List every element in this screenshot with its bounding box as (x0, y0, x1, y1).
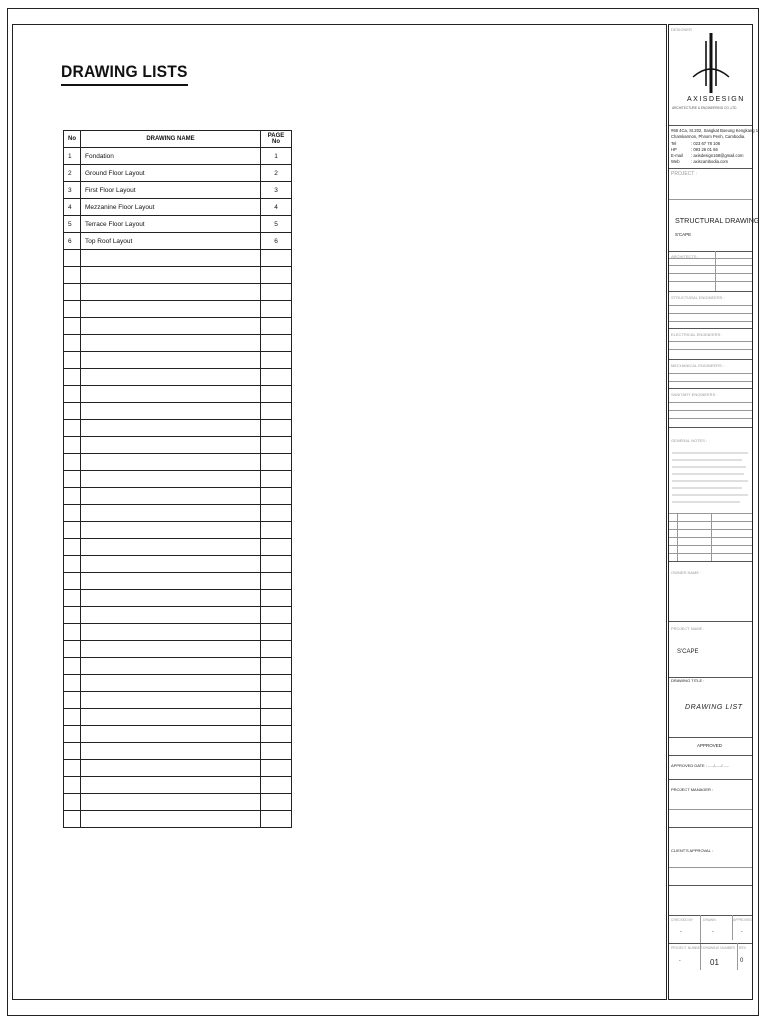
row-page-number (261, 777, 292, 794)
project-number-value: - (679, 958, 681, 964)
row-page-number (261, 675, 292, 692)
drawing-title-label: DRAWING TITLE : (671, 678, 705, 683)
page-title: DRAWING LISTS (61, 62, 188, 86)
designer-label: DESIGNER (671, 27, 692, 32)
table-row-empty (64, 760, 292, 777)
approved-by-value: - (741, 929, 743, 935)
row-number (64, 352, 81, 369)
table-row-empty (64, 794, 292, 811)
row-drawing-name (81, 437, 261, 454)
table-row-empty (64, 658, 292, 675)
row-drawing-name (81, 794, 261, 811)
table-row-empty (64, 437, 292, 454)
row-drawing-name (81, 301, 261, 318)
row-drawing-name (81, 454, 261, 471)
row-drawing-name (81, 369, 261, 386)
row-drawing-name (81, 335, 261, 352)
row-drawing-name (81, 726, 261, 743)
row-page-number (261, 471, 292, 488)
table-row-empty (64, 267, 292, 284)
table-header-row (64, 131, 292, 148)
drawing-list-table (63, 130, 292, 828)
tel-value: : 023 67 78 106 (691, 141, 721, 146)
row-number (64, 709, 81, 726)
table-row-empty (64, 403, 292, 420)
row-drawing-name (81, 641, 261, 658)
rev-label: REV (739, 946, 746, 950)
row-page-number (261, 284, 292, 301)
row-page-number (261, 403, 292, 420)
approved-heading: APPROVED (697, 743, 723, 748)
table-row-empty (64, 743, 292, 760)
row-number: 3 (64, 182, 81, 199)
row-page-number (261, 369, 292, 386)
drawn-label: DRAWN (703, 918, 716, 922)
row-page-number (261, 301, 292, 318)
row-number (64, 284, 81, 301)
row-page-number (261, 573, 292, 590)
project-name-label: PROJECT NAME : (671, 626, 705, 631)
project-manager-label: PROJECT MANAGER : (671, 787, 714, 792)
row-page-number (261, 556, 292, 573)
row-page-number (261, 607, 292, 624)
row-number (64, 641, 81, 658)
row-page-number (261, 760, 292, 777)
general-notes-text (672, 450, 750, 510)
table-row (64, 233, 292, 250)
row-drawing-name (81, 284, 261, 301)
row-drawing-name (81, 318, 261, 335)
row-number: 1 (64, 148, 81, 165)
row-drawing-name (81, 777, 261, 794)
row-number (64, 777, 81, 794)
table-row-empty (64, 250, 292, 267)
row-page-number: 1 (261, 148, 292, 165)
table-row (64, 182, 292, 199)
row-number (64, 335, 81, 352)
company-name: AXISDESIGN (687, 96, 745, 103)
table-row-empty (64, 335, 292, 352)
sanitary-engineers-label: SANITARY ENGINEERS : (671, 392, 718, 397)
row-page-number (261, 794, 292, 811)
company-tagline: ARCHITECTURE & ENGINEERING CO.,LTD (672, 106, 737, 110)
address-line-1: #68 4Ca, St.202, Sangkat Boeung Kengkang 1 (671, 128, 759, 133)
row-number: 4 (64, 199, 81, 216)
row-drawing-name (81, 658, 261, 675)
row-drawing-name (81, 556, 261, 573)
row-drawing-name (81, 709, 261, 726)
row-page-number (261, 250, 292, 267)
row-drawing-name (81, 522, 261, 539)
row-drawing-name (81, 386, 261, 403)
table-row (64, 216, 292, 233)
row-page-number (261, 590, 292, 607)
project-title: STRUCTURAL DRAWING (675, 216, 760, 225)
hp-label: HP (671, 147, 677, 152)
table-row-empty (64, 454, 292, 471)
row-page-number (261, 641, 292, 658)
row-number (64, 692, 81, 709)
row-drawing-name (81, 250, 261, 267)
row-page-number (261, 488, 292, 505)
email-value: : axisdesign168@gmail.com (691, 153, 744, 158)
table-row-empty (64, 386, 292, 403)
approved-date: APPROVED DATE : ...../....../...... (671, 763, 730, 768)
row-number (64, 488, 81, 505)
header-page-no: PAGE No (261, 131, 292, 148)
row-number (64, 743, 81, 760)
drawing-title: DRAWING LIST (685, 704, 743, 711)
row-drawing-name: First Floor Layout (81, 182, 261, 199)
row-page-number (261, 743, 292, 760)
row-drawing-name: Fondation (81, 148, 261, 165)
title-block (668, 24, 760, 1000)
row-number (64, 590, 81, 607)
mechanical-engineers-label: MECHANICAL ENGINEERS : (671, 363, 724, 368)
table-row-empty (64, 488, 292, 505)
row-drawing-name: Ground Floor Layout (81, 165, 261, 182)
table-row-empty (64, 675, 292, 692)
table-row-empty (64, 573, 292, 590)
row-drawing-name: Terrace Floor Layout (81, 216, 261, 233)
row-page-number (261, 658, 292, 675)
row-page-number (261, 437, 292, 454)
row-page-number (261, 811, 292, 828)
table-row-empty (64, 709, 292, 726)
rev-value: 0 (740, 958, 744, 964)
row-number (64, 250, 81, 267)
row-number (64, 760, 81, 777)
row-drawing-name (81, 743, 261, 760)
table-row-empty (64, 369, 292, 386)
row-number (64, 454, 81, 471)
header-no: No (64, 131, 81, 148)
clients-approval-label: CLIENT'S APPROVAL : (671, 848, 713, 853)
row-number: 6 (64, 233, 81, 250)
table-row-empty (64, 318, 292, 335)
row-drawing-name (81, 573, 261, 590)
row-drawing-name (81, 590, 261, 607)
row-number (64, 471, 81, 488)
row-number (64, 811, 81, 828)
row-drawing-name (81, 607, 261, 624)
row-page-number (261, 267, 292, 284)
row-drawing-name (81, 403, 261, 420)
row-drawing-name (81, 267, 261, 284)
row-number (64, 522, 81, 539)
drawn-value: - (712, 929, 714, 935)
row-number (64, 267, 81, 284)
web-value: : axiscambodia.com (691, 159, 729, 164)
address-line-2: Chamkarmon, Phnom Penh, Cambodia. (671, 134, 746, 139)
row-page-number: 4 (261, 199, 292, 216)
row-page-number (261, 624, 292, 641)
table-row-empty (64, 471, 292, 488)
row-number: 2 (64, 165, 81, 182)
table-row-empty (64, 539, 292, 556)
table-row-empty (64, 284, 292, 301)
row-drawing-name (81, 352, 261, 369)
tel-label: Tel (671, 141, 677, 146)
table-row-empty (64, 777, 292, 794)
row-number (64, 301, 81, 318)
row-number (64, 437, 81, 454)
row-drawing-name: Mezzanine Floor Layout (81, 199, 261, 216)
row-page-number (261, 539, 292, 556)
table-row-empty (64, 692, 292, 709)
electrical-engineers-label: ELECTRICAL ENGINEERS : (671, 332, 723, 337)
row-number (64, 624, 81, 641)
table-row-empty (64, 522, 292, 539)
row-page-number (261, 318, 292, 335)
row-drawing-name (81, 505, 261, 522)
row-number (64, 675, 81, 692)
row-number (64, 726, 81, 743)
table-row-empty (64, 352, 292, 369)
row-drawing-name (81, 811, 261, 828)
row-number (64, 573, 81, 590)
table-row-empty (64, 590, 292, 607)
row-page-number: 5 (261, 216, 292, 233)
email-label: E-mail (671, 153, 683, 158)
row-number (64, 420, 81, 437)
row-drawing-name: Top Roof Layout (81, 233, 261, 250)
header-drawing-name: DRAWING NAME (81, 131, 261, 148)
project-name: S'CAPE (677, 649, 699, 655)
row-drawing-name (81, 420, 261, 437)
row-page-number (261, 454, 292, 471)
structural-engineers-label: STRUCTURAL ENGINEERS : (671, 295, 725, 300)
row-drawing-name (81, 488, 261, 505)
checked-by-value: - (680, 929, 682, 935)
drawing-list-body (64, 148, 292, 828)
row-page-number (261, 335, 292, 352)
project-label: PROJECT : (671, 171, 698, 177)
row-page-number (261, 352, 292, 369)
row-drawing-name (81, 624, 261, 641)
row-page-number (261, 709, 292, 726)
table-row-empty (64, 624, 292, 641)
row-number (64, 386, 81, 403)
row-page-number (261, 420, 292, 437)
row-drawing-name (81, 692, 261, 709)
row-number (64, 539, 81, 556)
row-number: 5 (64, 216, 81, 233)
row-page-number (261, 505, 292, 522)
drawing-number-value: 01 (710, 958, 719, 967)
row-page-number (261, 386, 292, 403)
table-row-empty (64, 505, 292, 522)
row-page-number: 6 (261, 233, 292, 250)
row-number (64, 505, 81, 522)
row-page-number (261, 726, 292, 743)
row-number (64, 403, 81, 420)
row-page-number: 3 (261, 182, 292, 199)
web-label: Web (671, 159, 680, 164)
table-row (64, 148, 292, 165)
checked-by-label: CHECKED BY (671, 918, 694, 922)
row-drawing-name (81, 471, 261, 488)
row-number (64, 318, 81, 335)
table-row-empty (64, 420, 292, 437)
table-row (64, 199, 292, 216)
row-number (64, 607, 81, 624)
row-page-number (261, 522, 292, 539)
row-drawing-name (81, 675, 261, 692)
row-page-number (261, 692, 292, 709)
table-row-empty (64, 641, 292, 658)
row-number (64, 794, 81, 811)
row-drawing-name (81, 539, 261, 556)
table-row-empty (64, 556, 292, 573)
drawing-number-label: DRAWING NUMBER (703, 946, 735, 950)
table-row (64, 165, 292, 182)
project-subtitle: S'CAPE (675, 232, 692, 237)
hp-value: : 093 26 01 66 (691, 147, 718, 152)
row-number (64, 369, 81, 386)
row-number (64, 658, 81, 675)
table-row-empty (64, 301, 292, 318)
row-drawing-name (81, 760, 261, 777)
project-number-label: PROJECT NUMBER (671, 946, 703, 950)
row-number (64, 556, 81, 573)
general-notes-label: GENERAL NOTES : (671, 438, 708, 443)
table-row-empty (64, 811, 292, 828)
approved-by-label: APPROVED (733, 918, 752, 922)
owner-name-label: OWNER NAME : (671, 570, 702, 575)
table-row-empty (64, 607, 292, 624)
row-page-number: 2 (261, 165, 292, 182)
table-row-empty (64, 726, 292, 743)
architects-label: ARCHITECTS : (671, 254, 699, 259)
